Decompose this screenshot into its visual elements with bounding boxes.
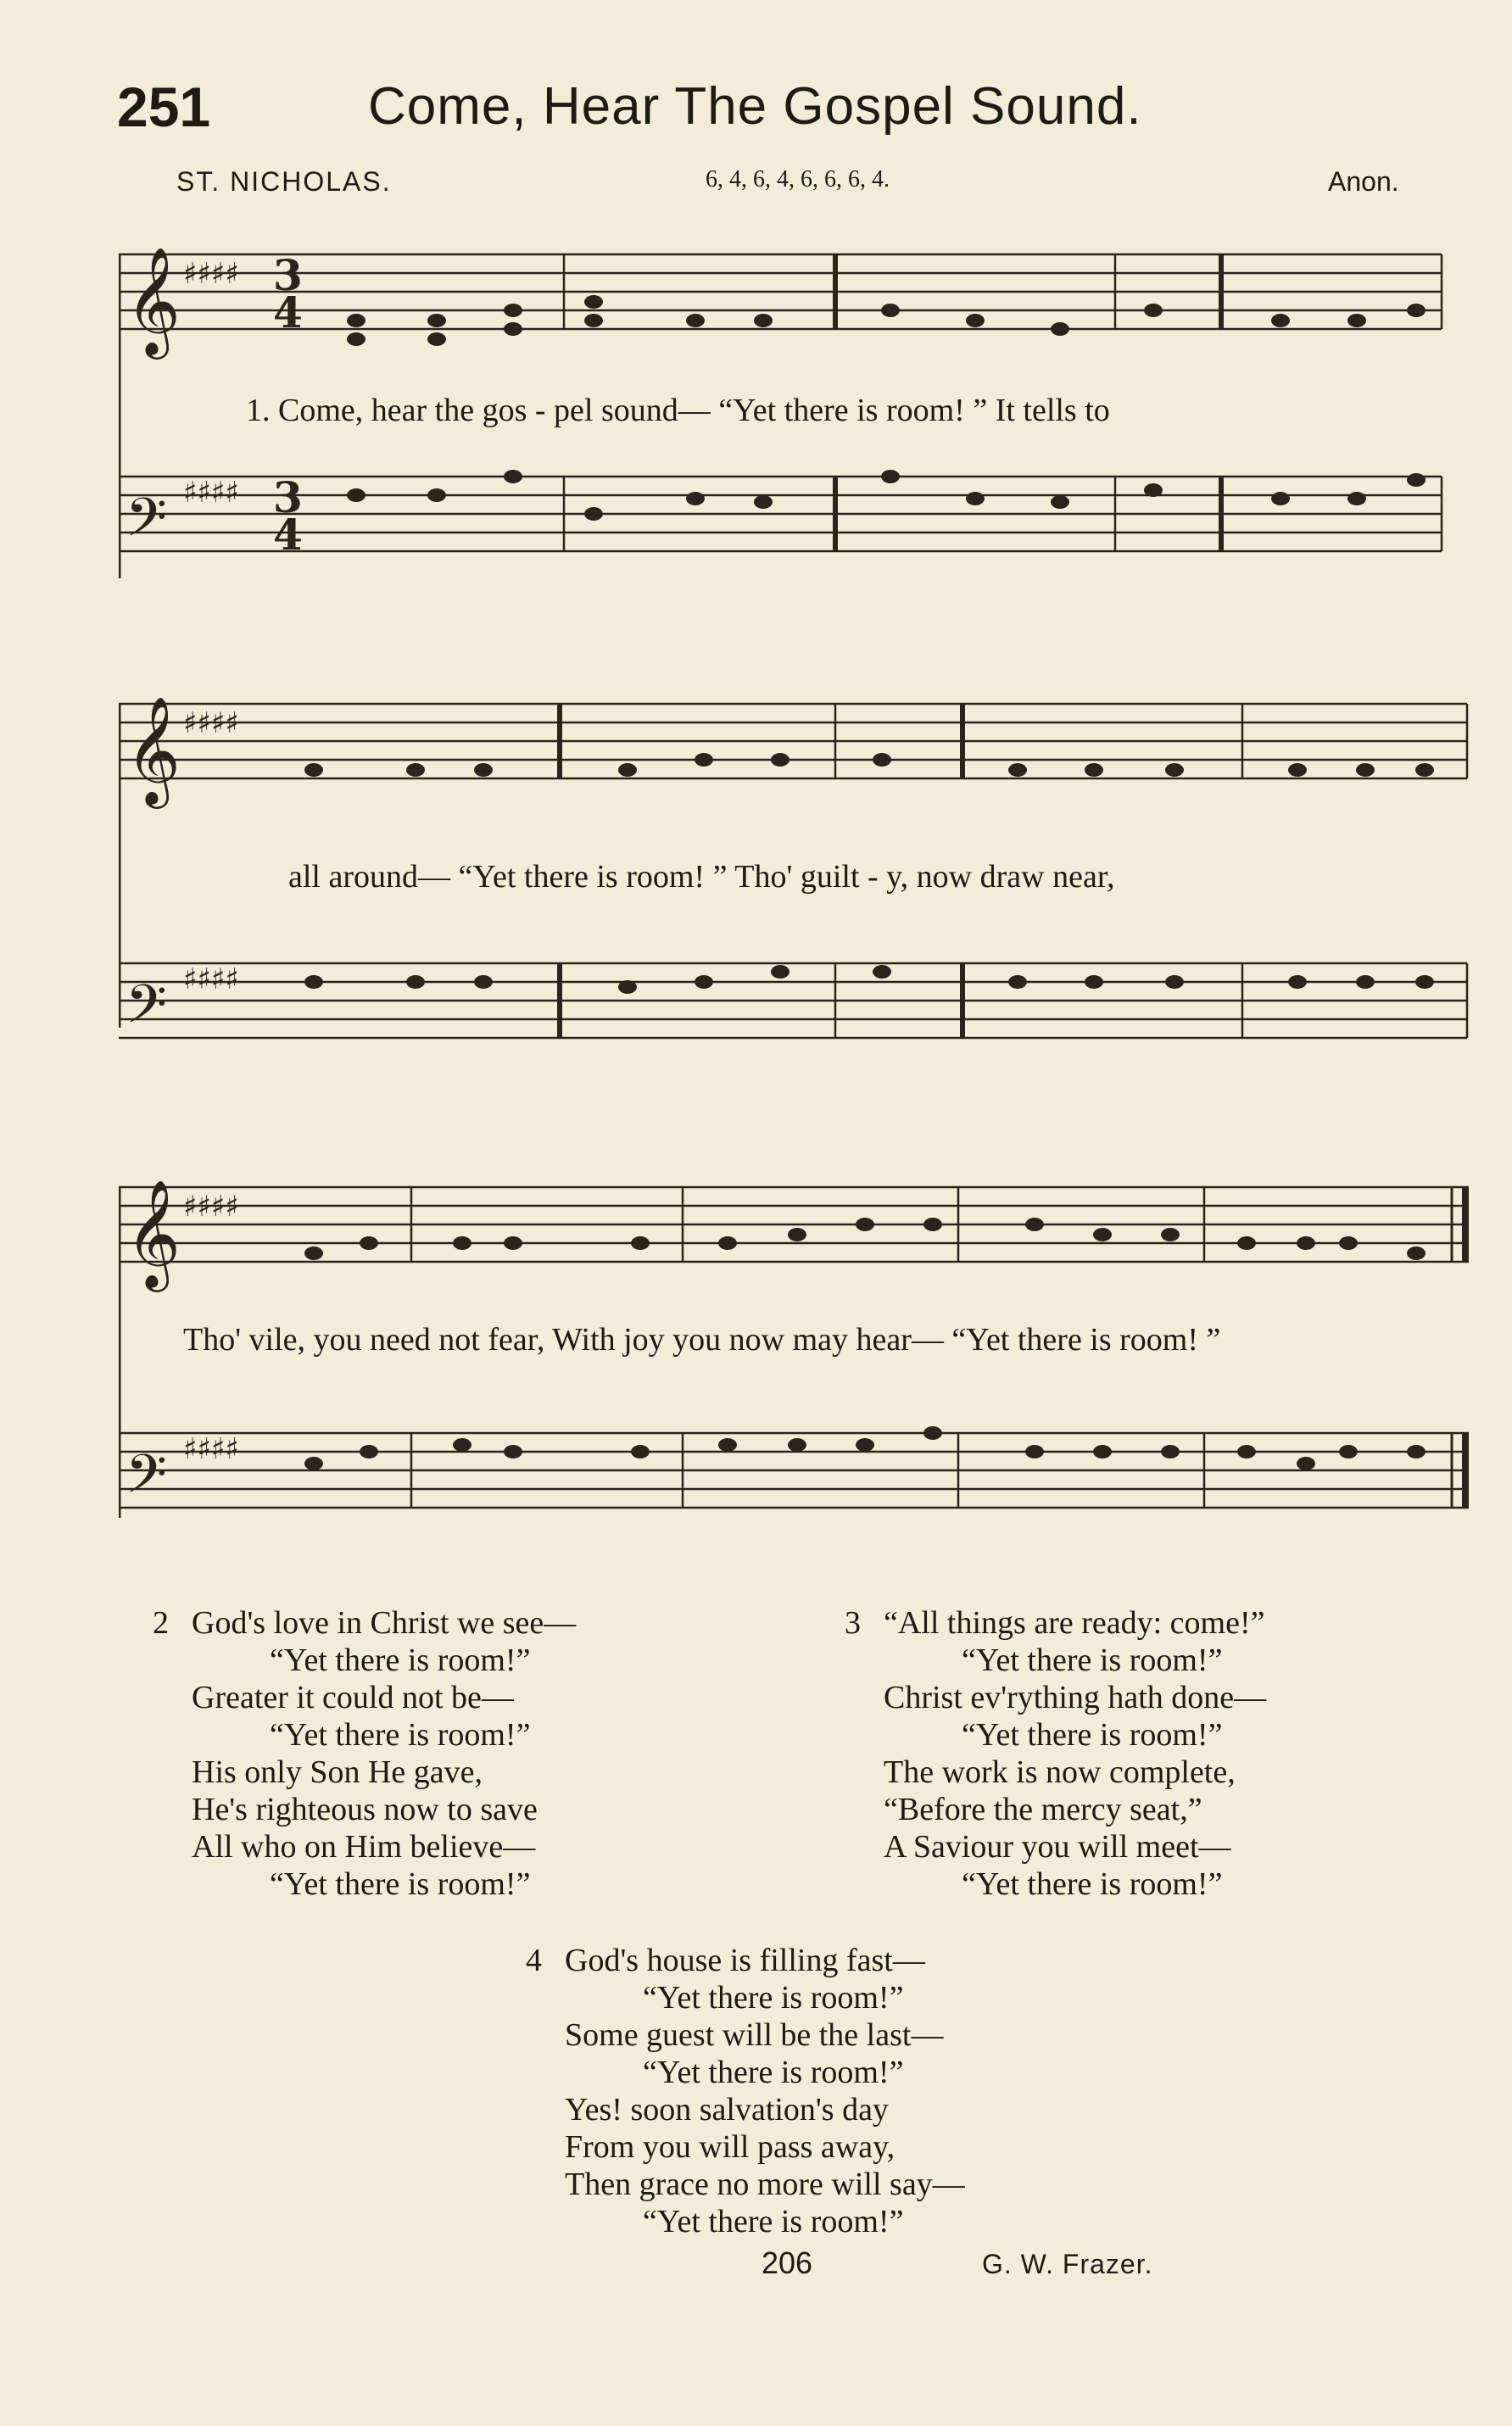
verse-3 — [845, 1604, 1267, 1903]
verse-line: “Yet there is room!” — [270, 1717, 531, 1753]
verse-line: Yes! soon salvation's day — [565, 2092, 889, 2128]
verse-line: The work is now complete, — [884, 1754, 1236, 1790]
verse-4 — [526, 1942, 965, 2240]
verse-line: Some guest will be the last— — [565, 2017, 944, 2053]
verse-number: 4 — [526, 1943, 542, 1978]
svg-text:4: 4 — [273, 287, 303, 337]
lyrics-line-3: Tho' vile, you need not fear, With joy you now may hear— “Yet there is room! ” — [183, 1322, 1221, 1358]
verse-line: Christ ev'rything hath done— — [884, 1680, 1267, 1715]
svg-text:3: 3 — [273, 472, 303, 522]
svg-text:♯♯♯♯: ♯♯♯♯ — [183, 1190, 239, 1224]
svg-text:♯♯♯♯: ♯♯♯♯ — [183, 706, 239, 740]
svg-text:𝄢: 𝄢 — [126, 1442, 167, 1518]
verse-line: “Yet there is room!” — [270, 1642, 531, 1678]
tune-name: ST. NICHOLAS. — [176, 166, 392, 197]
svg-text:♯♯♯♯: ♯♯♯♯ — [183, 1432, 239, 1466]
music-system-2 — [119, 678, 1476, 1068]
verse-line: “Yet there is room!” — [962, 1717, 1223, 1753]
verse-line: “All things are ready: come!” — [884, 1605, 1265, 1641]
author-credit: G. W. Frazer. — [982, 2249, 1153, 2279]
author: Anon. — [1328, 166, 1399, 197]
svg-text:4: 4 — [273, 510, 303, 560]
verse-line: His only Son He gave, — [192, 1754, 483, 1790]
svg-text:𝄢: 𝄢 — [126, 973, 167, 1048]
verse-line: “Yet there is room!” — [643, 1980, 904, 2016]
page-number: 206 — [762, 2245, 813, 2280]
verse-line: “Yet there is room!” — [270, 1866, 531, 1902]
verse-number: 2 — [153, 1605, 169, 1641]
verse-line: All who on Him believe— — [192, 1829, 536, 1865]
verse-line: “Before the mercy seat,” — [884, 1792, 1202, 1827]
lyrics-line-2: all around— “Yet there is room! ” Tho' guilt - y, now draw near, — [288, 859, 1115, 895]
hymn-number: 251 — [117, 75, 211, 138]
verse-line: “Yet there is room!” — [643, 2055, 904, 2090]
music-system-1 — [119, 229, 1476, 619]
svg-text:𝄞: 𝄞 — [126, 695, 181, 804]
verse-line: “Yet there is room!” — [962, 1642, 1223, 1678]
svg-text:♯♯♯♯: ♯♯♯♯ — [183, 476, 239, 510]
hymn-title: Come, Hear The Gospel Sound. — [368, 77, 1142, 136]
meter: 6, 4, 6, 4, 6, 6, 6, 4. — [706, 166, 890, 192]
verse-line: Greater it could not be— — [192, 1680, 514, 1715]
verse-number: 3 — [845, 1605, 861, 1641]
verse-line: A Saviour you will meet— — [884, 1829, 1231, 1865]
svg-text:3: 3 — [273, 250, 303, 300]
lyrics-line-1: 1. Come, hear the gos - pel sound— “Yet there is room! ” It tells to — [246, 393, 1110, 428]
svg-text:𝄞: 𝄞 — [126, 246, 181, 354]
verse-line: He's righteous now to save — [192, 1792, 538, 1827]
hymn-header — [117, 75, 1440, 151]
verse-line: Then grace no more will say— — [565, 2167, 965, 2202]
verse-2 — [153, 1604, 577, 1903]
svg-text:𝄢: 𝄢 — [126, 486, 167, 561]
verse-line: God's love in Christ we see— — [192, 1605, 577, 1641]
verse-line: “Yet there is room!” — [643, 2204, 904, 2239]
svg-text:♯♯♯♯: ♯♯♯♯ — [183, 257, 239, 291]
music-system-3 — [119, 1136, 1476, 1526]
svg-text:𝄞: 𝄞 — [126, 1179, 181, 1287]
verse-line: “Yet there is room!” — [962, 1866, 1223, 1902]
svg-text:♯♯♯♯: ♯♯♯♯ — [183, 962, 239, 996]
verse-line: From you will pass away, — [565, 2129, 895, 2165]
verse-line: God's house is filling fast— — [565, 1943, 925, 1978]
